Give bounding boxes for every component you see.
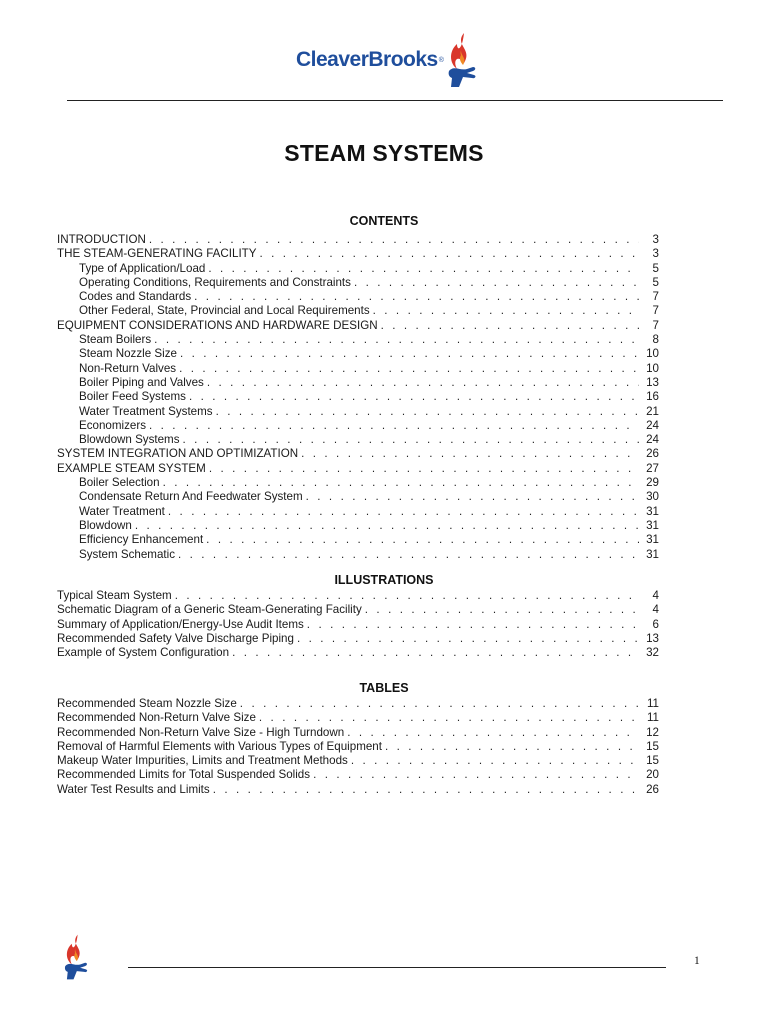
toc-entry <box>57 419 659 433</box>
toc-entry-title: Type of Application/Load <box>79 261 206 275</box>
toc-entry-page: 12 <box>646 725 659 739</box>
toc-entry-page: 24 <box>646 418 659 432</box>
toc-entry <box>57 304 659 318</box>
toc-entry-page: 11 <box>646 711 659 725</box>
toc-entry-title: Efficiency Enhancement <box>79 533 204 547</box>
toc-entry <box>57 783 659 797</box>
toc-entry-title: Condensate Return And Feedwater System <box>79 490 303 504</box>
toc-entry-page: 15 <box>646 739 659 753</box>
toc-entry-page: 13 <box>646 631 659 645</box>
flame-hand-icon <box>62 933 90 981</box>
toc-entry <box>57 362 659 376</box>
illustrations-list <box>57 589 659 660</box>
dot-leader <box>385 740 639 754</box>
toc-entry <box>57 618 659 632</box>
toc-entry-page: 27 <box>646 461 659 475</box>
footer-rule <box>128 967 666 968</box>
toc-entry <box>57 233 659 247</box>
dot-leader <box>168 505 639 519</box>
toc-entry <box>57 405 659 419</box>
dot-leader <box>175 589 639 603</box>
contents-heading: CONTENTS <box>349 214 419 228</box>
toc-entry-page: 31 <box>646 533 659 547</box>
contents-list <box>57 233 659 562</box>
toc-entry <box>57 519 659 533</box>
dot-leader <box>259 247 639 261</box>
dot-leader <box>347 726 639 740</box>
dot-leader <box>208 262 639 276</box>
toc-entry <box>57 533 659 547</box>
toc-entry <box>57 247 659 261</box>
toc-entry <box>57 646 659 660</box>
toc-entry-title: Other Federal, State, Provincial and Local Requirements <box>79 304 370 318</box>
toc-entry-page: 13 <box>646 375 659 389</box>
toc-entry <box>57 290 659 304</box>
toc-entry-page: 3 <box>652 233 659 246</box>
toc-entry-page: 6 <box>652 617 659 631</box>
toc-entry <box>57 347 659 361</box>
dot-leader <box>206 533 639 547</box>
dot-leader <box>207 376 639 390</box>
toc-entry <box>57 490 659 504</box>
dot-leader <box>297 632 639 646</box>
dot-leader <box>306 490 639 504</box>
dot-leader <box>135 519 639 533</box>
toc-entry-title: Boiler Selection <box>79 476 160 490</box>
toc-entry-title: Recommended Safety Valve Discharge Piping <box>57 631 294 645</box>
dot-leader <box>213 783 639 797</box>
toc-entry-title: System Schematic <box>79 547 175 561</box>
toc-entry-title: Water Treatment Systems <box>79 404 213 418</box>
document-title: STEAM SYSTEMS <box>284 140 484 166</box>
dot-leader <box>365 603 639 617</box>
brand-name: CleaverBrooks <box>296 48 438 71</box>
toc-entry-page: 11 <box>646 697 659 710</box>
brand-reg-mark: ® <box>438 56 444 64</box>
toc-entry-page: 32 <box>646 646 659 660</box>
toc-entry-page: 3 <box>652 247 659 261</box>
toc-entry-title: Operating Conditions, Requirements and Constraints <box>79 275 351 289</box>
toc-entry <box>57 754 659 768</box>
toc-entry-page: 29 <box>646 476 659 490</box>
toc-entry-page: 24 <box>646 433 659 447</box>
toc-entry-page: 15 <box>646 754 659 768</box>
dot-leader <box>354 276 639 290</box>
dot-leader <box>259 711 639 725</box>
toc-entry <box>57 505 659 519</box>
flame-hand-icon <box>446 31 478 89</box>
toc-entry-title: Typical Steam System <box>57 589 172 602</box>
toc-entry-page: 4 <box>652 589 659 602</box>
toc-entry-title: Recommended Non-Return Valve Size <box>57 711 256 725</box>
dot-leader <box>180 347 639 361</box>
toc-entry <box>57 276 659 290</box>
toc-entry-title: Steam Boilers <box>79 333 152 347</box>
dot-leader <box>301 447 639 461</box>
toc-entry-page: 7 <box>652 304 659 318</box>
toc-entry-title: Example of System Configuration <box>57 646 230 660</box>
toc-entry <box>57 333 659 347</box>
tables-heading: TABLES <box>359 681 409 695</box>
toc-entry-title: Schematic Diagram of a Generic Steam-Generating Facility <box>57 603 362 617</box>
toc-entry <box>57 476 659 490</box>
dot-leader <box>381 319 639 333</box>
dot-leader <box>313 768 639 782</box>
toc-entry-title: Recommended Non-Return Valve Size - High Turndown <box>57 725 345 739</box>
toc-entry-title: Boiler Feed Systems <box>79 390 186 404</box>
toc-entry-page: 26 <box>646 782 659 796</box>
toc-entry-title: Recommended Steam Nozzle Size <box>57 697 237 710</box>
toc-entry-title: Codes and Standards <box>79 290 192 304</box>
toc-entry-page: 30 <box>646 490 659 504</box>
page-number: 1 <box>694 955 700 967</box>
toc-entry-title: EQUIPMENT CONSIDERATIONS AND HARDWARE DESIGN <box>57 318 378 332</box>
toc-entry-page: 16 <box>646 390 659 404</box>
toc-entry <box>57 319 659 333</box>
toc-entry <box>57 548 659 562</box>
illustrations-heading: ILLUSTRATIONS <box>334 573 434 587</box>
tables-list <box>57 697 659 797</box>
toc-entry <box>57 433 659 447</box>
toc-entry-page: 10 <box>646 361 659 375</box>
dot-leader <box>179 362 639 376</box>
toc-entry <box>57 740 659 754</box>
brand-logo <box>296 30 478 90</box>
dot-leader <box>216 405 639 419</box>
toc-entry-title: Makeup Water Impurities, Limits and Treatment Methods <box>57 754 348 768</box>
toc-entry-page: 26 <box>646 447 659 461</box>
toc-entry-title: Blowdown Systems <box>79 433 180 447</box>
toc-entry-title: SYSTEM INTEGRATION AND OPTIMIZATION <box>57 447 299 461</box>
toc-entry <box>57 262 659 276</box>
toc-entry <box>57 447 659 461</box>
toc-entry <box>57 711 659 725</box>
dot-leader <box>154 333 639 347</box>
toc-entry-page: 7 <box>652 290 659 304</box>
dot-leader <box>183 433 639 447</box>
dot-leader <box>232 646 639 660</box>
toc-entry <box>57 697 659 711</box>
toc-entry <box>57 376 659 390</box>
toc-entry <box>57 632 659 646</box>
toc-entry-page: 5 <box>652 275 659 289</box>
toc-entry-page: 8 <box>652 333 659 347</box>
toc-entry-title: THE STEAM-GENERATING FACILITY <box>57 247 257 261</box>
dot-leader <box>209 462 639 476</box>
dot-leader <box>178 548 639 562</box>
toc-entry-page: 5 <box>652 261 659 275</box>
toc-entry-page: 21 <box>646 404 659 418</box>
toc-entry-title: Economizers <box>79 418 147 432</box>
toc-entry-title: INTRODUCTION <box>57 233 146 246</box>
toc-entry-title: Blowdown <box>79 518 132 532</box>
toc-entry-title: Non-Return Valves <box>79 361 177 375</box>
dot-leader <box>149 419 639 433</box>
toc-entry <box>57 390 659 404</box>
header-rule <box>67 100 723 101</box>
toc-entry <box>57 726 659 740</box>
toc-entry-title: Water Test Results and Limits <box>57 782 210 796</box>
toc-entry-page: 31 <box>646 547 659 561</box>
toc-entry <box>57 603 659 617</box>
toc-entry-page: 20 <box>646 768 659 782</box>
dot-leader <box>240 697 639 711</box>
dot-leader <box>307 618 639 632</box>
toc-entry-title: Removal of Harmful Elements with Various Types of Equipment <box>57 739 382 753</box>
dot-leader <box>351 754 639 768</box>
toc-entry-page: 4 <box>652 603 659 617</box>
dot-leader <box>194 290 639 304</box>
dot-leader <box>149 233 639 247</box>
dot-leader <box>189 390 639 404</box>
toc-entry <box>57 462 659 476</box>
toc-entry-title: Steam Nozzle Size <box>79 347 177 361</box>
toc-entry <box>57 768 659 782</box>
toc-entry-title: Summary of Application/Energy-Use Audit Items <box>57 617 304 631</box>
toc-entry-page: 31 <box>646 504 659 518</box>
toc-entry-title: Water Treatment <box>79 504 165 518</box>
dot-leader <box>373 304 639 318</box>
toc-entry-page: 31 <box>646 518 659 532</box>
toc-entry <box>57 589 659 603</box>
toc-entry-title: Recommended Limits for Total Suspended Solids <box>57 768 311 782</box>
dot-leader <box>163 476 639 490</box>
toc-entry-page: 10 <box>646 347 659 361</box>
toc-entry-title: EXAMPLE STEAM SYSTEM <box>57 461 206 475</box>
toc-entry-title: Boiler Piping and Valves <box>79 375 204 389</box>
toc-entry-page: 7 <box>652 318 659 332</box>
